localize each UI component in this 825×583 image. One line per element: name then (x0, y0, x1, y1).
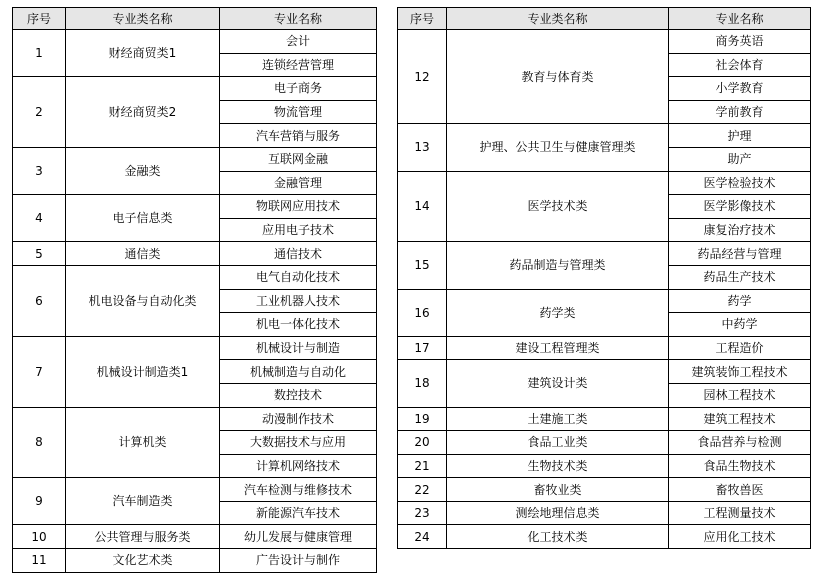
major-name: 会计 (220, 30, 377, 54)
table-row (398, 478, 811, 502)
table-row (398, 454, 811, 478)
major-name: 医学影像技术 (669, 195, 811, 219)
major-name: 工程造价 (669, 336, 811, 360)
row-index: 2 (13, 77, 66, 148)
row-index: 1 (13, 30, 66, 77)
category-name: 机电设备与自动化类 (66, 265, 220, 336)
row-index: 17 (398, 336, 447, 360)
major-name: 中药学 (669, 313, 811, 337)
major-name: 数控技术 (220, 383, 377, 407)
category-name: 财经商贸类1 (66, 30, 220, 77)
row-index: 6 (13, 265, 66, 336)
table-row (398, 124, 811, 148)
major-name: 汽车检测与维修技术 (220, 478, 377, 502)
row-index: 7 (13, 336, 66, 407)
header-category: 专业类名称 (447, 8, 669, 30)
category-name: 测绘地理信息类 (447, 501, 669, 525)
row-index: 13 (398, 124, 447, 171)
category-name: 建设工程管理类 (447, 336, 669, 360)
major-name: 食品营养与检测 (669, 431, 811, 455)
major-name: 汽车营销与服务 (220, 124, 377, 148)
header-category: 专业类名称 (66, 8, 220, 30)
major-name: 药品生产技术 (669, 265, 811, 289)
category-name: 金融类 (66, 147, 220, 194)
header-major: 专业名称 (220, 8, 377, 30)
category-name: 医学技术类 (447, 171, 669, 242)
table-row (13, 407, 377, 431)
table-row (398, 407, 811, 431)
major-name: 机械设计与制造 (220, 336, 377, 360)
category-name: 公共管理与服务类 (66, 525, 220, 549)
table-row (398, 30, 811, 54)
major-name: 学前教育 (669, 100, 811, 124)
table-row (13, 265, 377, 289)
major-table-right (397, 7, 811, 549)
major-name: 金融管理 (220, 171, 377, 195)
major-name: 工业机器人技术 (220, 289, 377, 313)
row-index: 15 (398, 242, 447, 289)
row-index: 18 (398, 360, 447, 407)
major-name: 食品生物技术 (669, 454, 811, 478)
header-row (398, 8, 811, 30)
major-name: 畜牧兽医 (669, 478, 811, 502)
major-name: 机电一体化技术 (220, 313, 377, 337)
table-row (13, 525, 377, 549)
category-name: 机械设计制造类1 (66, 336, 220, 407)
major-name: 物流管理 (220, 100, 377, 124)
table-row (398, 336, 811, 360)
major-name: 电子商务 (220, 77, 377, 101)
table-row (398, 525, 811, 549)
major-name: 医学检验技术 (669, 171, 811, 195)
category-name: 文化艺术类 (66, 549, 220, 573)
major-name: 物联网应用技术 (220, 195, 377, 219)
major-name: 电气自动化技术 (220, 265, 377, 289)
row-index: 8 (13, 407, 66, 478)
row-index: 4 (13, 195, 66, 242)
row-index: 9 (13, 478, 66, 525)
table-row (13, 478, 377, 502)
major-name: 康复治疗技术 (669, 218, 811, 242)
major-name: 互联网金融 (220, 147, 377, 171)
row-index: 12 (398, 30, 447, 124)
category-name: 汽车制造类 (66, 478, 220, 525)
category-name: 药品制造与管理类 (447, 242, 669, 289)
category-name: 教育与体育类 (447, 30, 669, 124)
category-name: 生物技术类 (447, 454, 669, 478)
table-row (398, 431, 811, 455)
major-name: 建筑工程技术 (669, 407, 811, 431)
major-name: 社会体育 (669, 53, 811, 77)
category-name: 计算机类 (66, 407, 220, 478)
category-name: 化工技术类 (447, 525, 669, 549)
row-index: 19 (398, 407, 447, 431)
major-name: 商务英语 (669, 30, 811, 54)
major-name: 应用化工技术 (669, 525, 811, 549)
major-name: 药学 (669, 289, 811, 313)
header-row (13, 8, 377, 30)
table-row (13, 77, 377, 101)
major-name: 应用电子技术 (220, 218, 377, 242)
row-index: 11 (13, 549, 66, 573)
table-row (398, 242, 811, 266)
row-index: 10 (13, 525, 66, 549)
table-row (13, 195, 377, 219)
row-index: 16 (398, 289, 447, 336)
major-name: 建筑装饰工程技术 (669, 360, 811, 384)
category-name: 财经商贸类2 (66, 77, 220, 148)
major-name: 动漫制作技术 (220, 407, 377, 431)
major-name: 大数据技术与应用 (220, 431, 377, 455)
major-name: 新能源汽车技术 (220, 501, 377, 525)
row-index: 3 (13, 147, 66, 194)
category-name: 土建施工类 (447, 407, 669, 431)
category-name: 建筑设计类 (447, 360, 669, 407)
row-index: 24 (398, 525, 447, 549)
header-major: 专业名称 (669, 8, 811, 30)
category-name: 药学类 (447, 289, 669, 336)
table-row (13, 147, 377, 171)
table-row (13, 242, 377, 266)
row-index: 22 (398, 478, 447, 502)
major-name: 助产 (669, 147, 811, 171)
major-name: 连锁经营管理 (220, 53, 377, 77)
category-name: 畜牧业类 (447, 478, 669, 502)
major-name: 通信技术 (220, 242, 377, 266)
row-index: 5 (13, 242, 66, 266)
major-name: 药品经营与管理 (669, 242, 811, 266)
major-name: 幼儿发展与健康管理 (220, 525, 377, 549)
major-name: 机械制造与自动化 (220, 360, 377, 384)
header-index: 序号 (13, 8, 66, 30)
major-name: 园林工程技术 (669, 383, 811, 407)
table-row (398, 501, 811, 525)
row-index: 20 (398, 431, 447, 455)
category-name: 电子信息类 (66, 195, 220, 242)
category-name: 护理、公共卫生与健康管理类 (447, 124, 669, 171)
major-name: 工程测量技术 (669, 501, 811, 525)
category-name: 通信类 (66, 242, 220, 266)
row-index: 14 (398, 171, 447, 242)
major-name: 护理 (669, 124, 811, 148)
table-row (398, 289, 811, 313)
table-row (13, 336, 377, 360)
major-name: 广告设计与制作 (220, 549, 377, 573)
row-index: 23 (398, 501, 447, 525)
major-table-left (12, 7, 377, 573)
category-name: 食品工业类 (447, 431, 669, 455)
major-name: 计算机网络技术 (220, 454, 377, 478)
table-row (13, 30, 377, 54)
row-index: 21 (398, 454, 447, 478)
table-row (398, 171, 811, 195)
table-row (13, 549, 377, 573)
table-row (398, 360, 811, 384)
major-name: 小学教育 (669, 77, 811, 101)
header-index: 序号 (398, 8, 447, 30)
